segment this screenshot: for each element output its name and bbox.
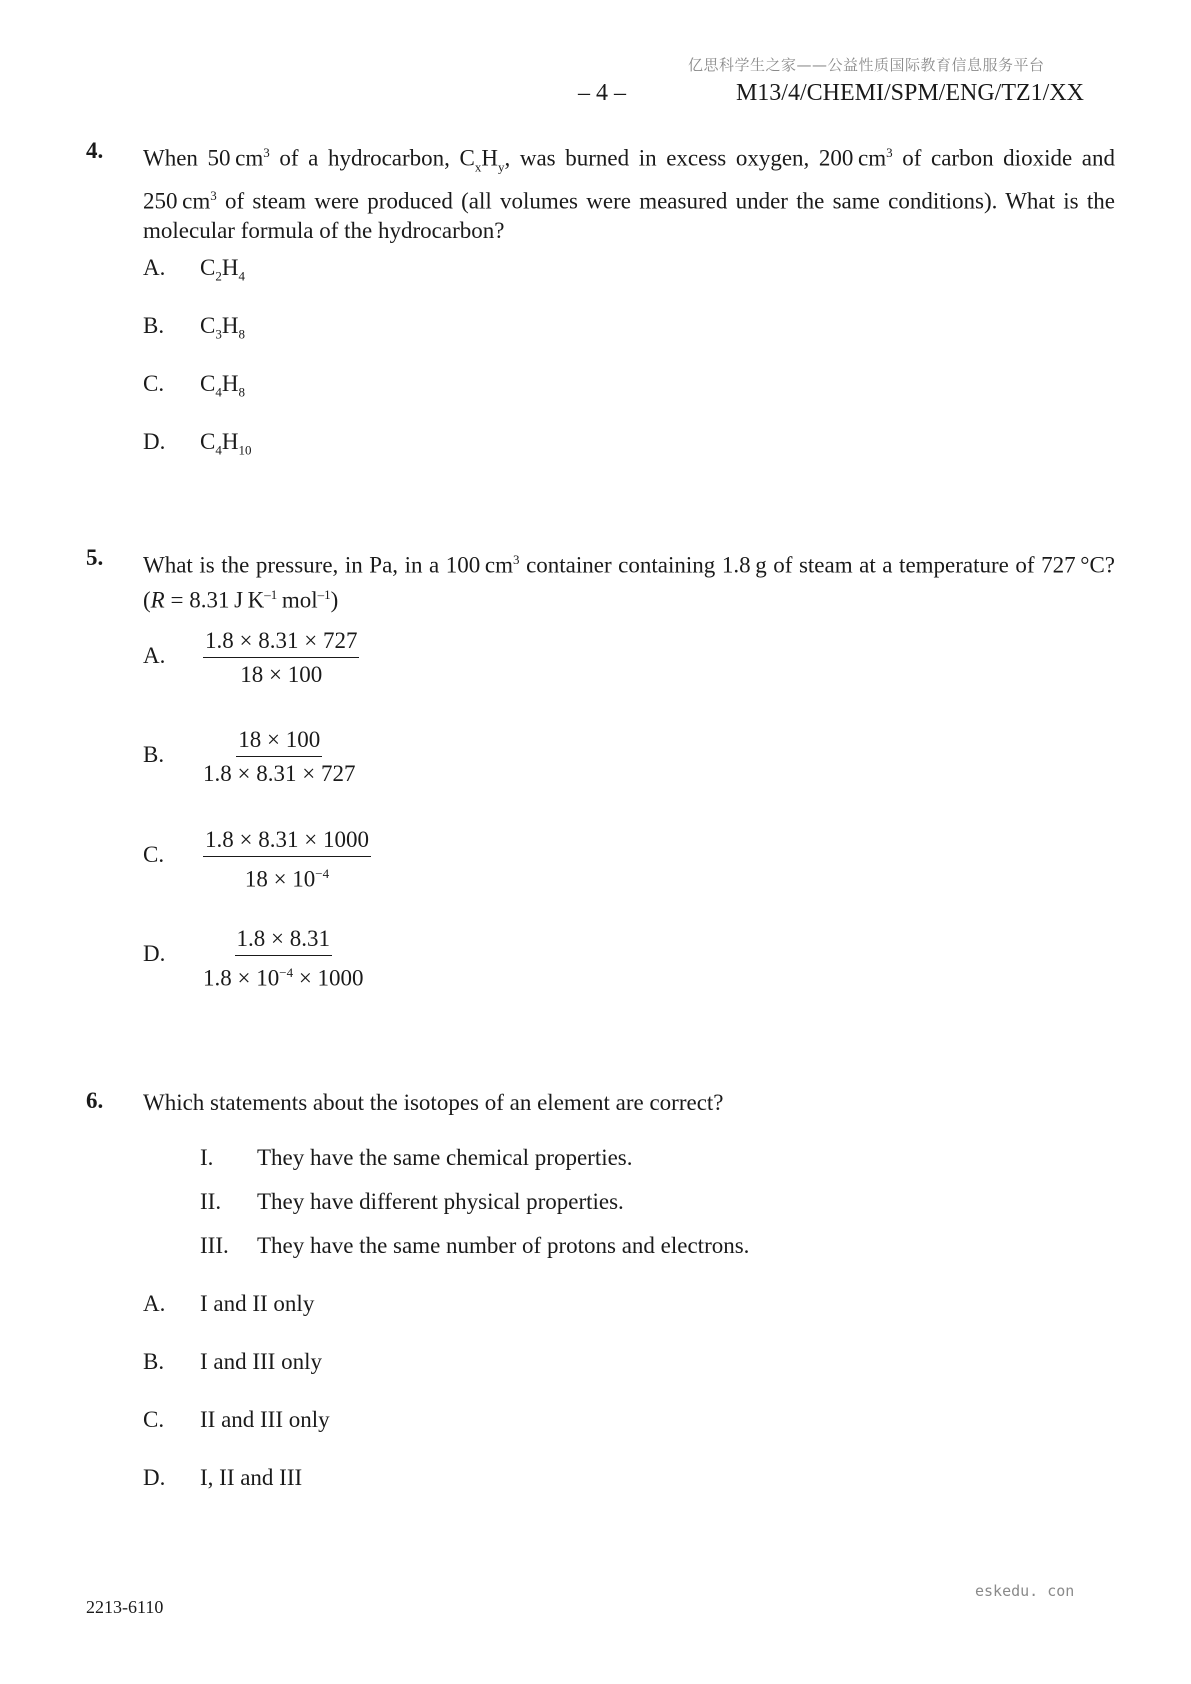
statement-1-text: They have the same chemical properties. [257, 1145, 633, 1170]
q4-option-a-formula: $C_2H_4$ [200, 255, 245, 284]
q6-option-d-letter: D. [143, 1465, 166, 1490]
statement-2-text: They have different physical properties. [257, 1189, 624, 1214]
footer-code: 2213-6110 [86, 1597, 164, 1617]
q5-option-b-letter: B. [143, 742, 165, 767]
statement-3-numeral: III. [200, 1233, 229, 1258]
q5-option-c-letter: C. [143, 842, 165, 867]
watermark-text: 亿思科学生之家——公益性质国际教育信息服务平台 [688, 56, 1045, 74]
question-4-text: When 50 $cm^3$ of a hydrocarbon, $C_xH_y$, was burned in excess oxygen, 200 $cm^3$ of carbon dioxide and 250 $cm^3$ of steam were produced (all volumes were measured under the same conditions). What is the molecular formula of the hydrocarbon? [143, 145, 1115, 243]
q6-option-c-letter: C. [143, 1407, 165, 1432]
fraction-denominator: $18 \times 10^{-4}$ [244, 866, 330, 892]
q4-option-d-formula: $C_4H_{10}$ [200, 429, 252, 458]
q6-option-b-letter: B. [143, 1349, 165, 1374]
q4-option-c-letter: C. [143, 371, 165, 396]
q5-option-c-fraction [203, 826, 371, 894]
statement-3-text: They have the same number of protons and electrons. [257, 1233, 750, 1258]
q5-option-d-fraction [203, 925, 364, 993]
statement-1-numeral: I. [200, 1145, 214, 1170]
q6-option-a-text: I and II only [200, 1291, 315, 1316]
q4-option-b-letter: B. [143, 313, 165, 338]
question-6-number: 6. [86, 1088, 104, 1113]
q5-option-d-letter: D. [143, 941, 166, 966]
q6-option-a-letter: A. [143, 1291, 166, 1316]
q4-option-d-letter: D. [143, 429, 166, 454]
q4-option-a-letter: A. [143, 255, 166, 280]
question-6-text: Which statements about the isotopes of an element are correct? [143, 1090, 724, 1115]
q5-option-a-fraction [203, 627, 359, 689]
question-5-number: 5. [86, 545, 104, 570]
statement-2-numeral: II. [200, 1189, 222, 1214]
fraction-numerator: 1.8 × 8.31 × 727 [203, 627, 359, 658]
q6-option-b-text: I and III only [200, 1349, 322, 1374]
q6-option-c-text: II and III only [200, 1407, 330, 1432]
fraction-denominator: 1.8 × 8.31 × 727 [203, 761, 356, 786]
fraction-numerator: 1.8 × 8.31 × 1000 [203, 826, 371, 857]
fraction-numerator: 1.8 × 8.31 [235, 925, 332, 956]
fraction-numerator: 18 × 100 [236, 726, 322, 757]
page-number: – 4 – [578, 80, 626, 106]
q6-option-d-text: I, II and III [200, 1465, 303, 1490]
q4-option-b-formula: $C_3H_8$ [200, 313, 245, 342]
question-5-text: What is the pressure, in Pa, in a 100 $cm^3$ container containing 1.8 g of steam at a temperature of 727 °C? (R = 8.31 J $K^{-1}$ mol$^{-1}$) [143, 552, 1116, 613]
question-4-number: 4. [86, 138, 104, 163]
footer-site: eskedu. con [975, 1582, 1075, 1600]
paper-code: M13/4/CHEMI/SPM/ENG/TZ1/XX [735, 80, 1084, 106]
q4-option-c-formula: $C_4H_8$ [200, 371, 245, 400]
q5-option-b-fraction [203, 726, 355, 788]
fraction-denominator: $1.8 \times 10^{-4} \times 1000$ [203, 965, 364, 991]
q5-option-a-letter: A. [143, 643, 166, 668]
fraction-denominator: 18 × 100 [240, 662, 323, 687]
